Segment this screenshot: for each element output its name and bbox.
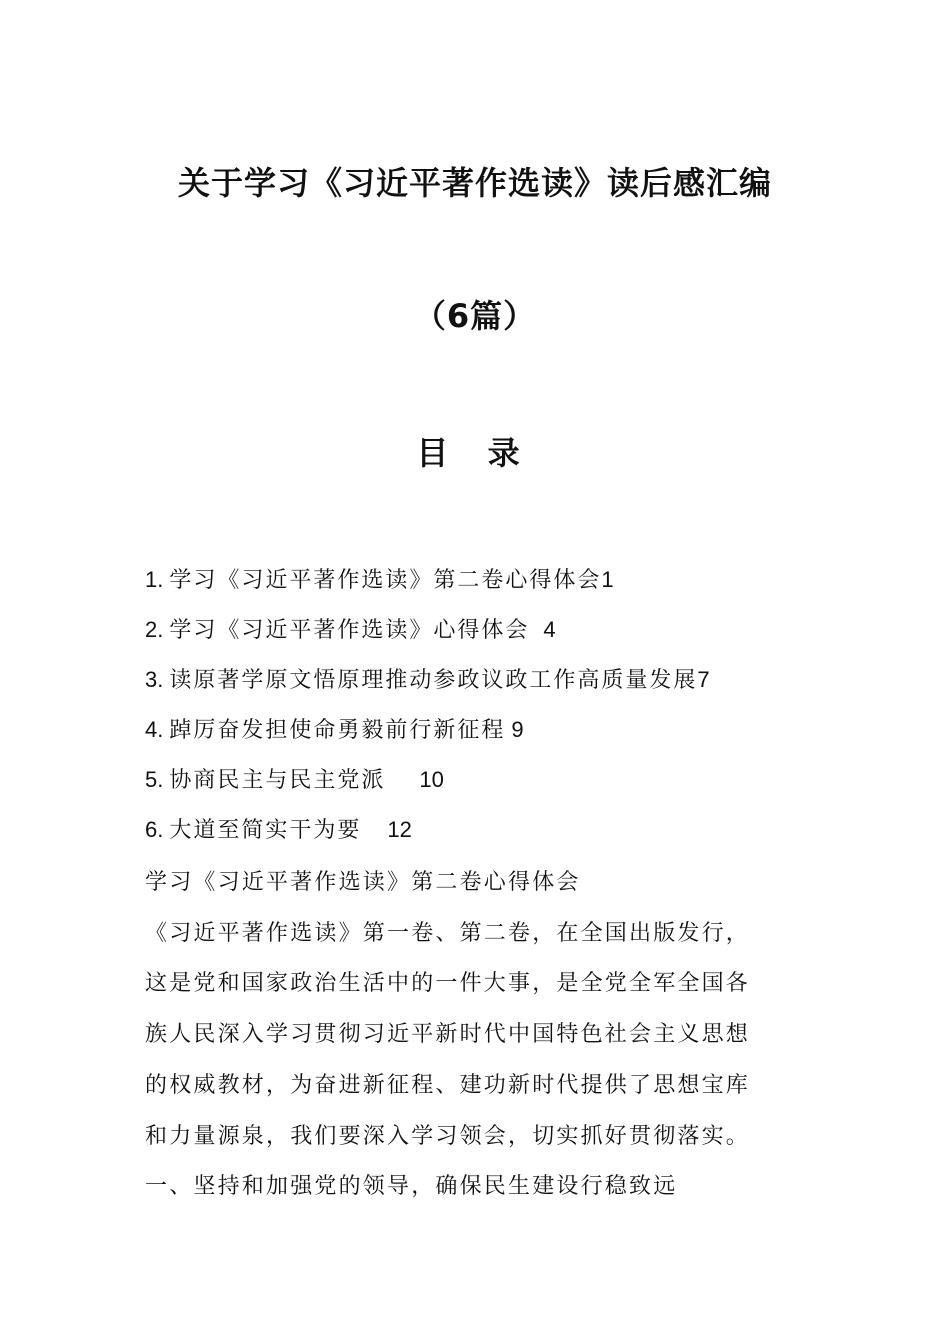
toc-entry-page: 10 [419, 767, 444, 792]
paragraph-line: 的权威教材，为奋进新征程、建功新时代提供了思想宝库 [145, 1072, 751, 1098]
toc-entry-number: 1. [145, 567, 164, 592]
toc-entry-title: 踔厉奋发担使命勇毅前行新征程 [169, 718, 506, 743]
toc-entry[interactable] [145, 562, 710, 612]
section-heading: 一、坚持和加强党的领导，确保民生建设行稳致远 [145, 1174, 678, 1200]
toc-entry-title: 学习《习近平著作选读》心得体会 [169, 618, 530, 643]
toc-entry-number: 6. [145, 817, 164, 842]
section-title: 学习《习近平著作选读》第二卷心得体会 [145, 870, 581, 895]
paragraph-line: 这是党和国家政治生活中的一件大事，是全党全军全国各 [145, 971, 751, 997]
toc-entry-title: 读原著学原文悟原理推动参政议政工作高质量发展 [169, 668, 698, 693]
toc-entry-title: 协商民主与民主党派 [169, 768, 386, 793]
toc-entry-page: 7 [697, 667, 710, 692]
toc-entry-number: 3. [145, 667, 164, 692]
document-title: 关于学习《习近平著作选读》读后感汇编 [177, 164, 772, 202]
toc-entry[interactable] [145, 762, 710, 812]
toc-entry-number: 5. [145, 767, 164, 792]
toc-entry-page: 4 [543, 617, 556, 642]
toc-entry[interactable] [145, 712, 710, 762]
toc-entry[interactable] [145, 612, 710, 662]
toc-entry-title: 学习《习近平著作选读》第二卷心得体会 [169, 568, 602, 593]
paragraph-line: 族人民深入学习贯彻习近平新时代中国特色社会主义思想 [145, 1022, 751, 1048]
toc-entry[interactable] [145, 812, 710, 862]
toc-entry-title: 大道至简实干为要 [169, 818, 362, 843]
toc-entry-page: 12 [387, 817, 412, 842]
document-subtitle: （6篇） [413, 297, 537, 335]
toc-heading: 目 录 [416, 434, 534, 472]
toc-entry-number: 4. [145, 717, 164, 742]
paragraph-line: 和力量源泉，我们要深入学习领会，切实抓好贯彻落实。 [145, 1123, 751, 1149]
toc-entry-page: 1 [601, 567, 614, 592]
toc-entry-page: 9 [511, 717, 524, 742]
toc-entry[interactable] [145, 662, 710, 712]
document-body [145, 858, 815, 1213]
toc-entry-number: 2. [145, 617, 164, 642]
paragraph-line: 《习近平著作选读》第一卷、第二卷，在全国出版发行， [145, 920, 751, 946]
table-of-contents [145, 562, 710, 862]
